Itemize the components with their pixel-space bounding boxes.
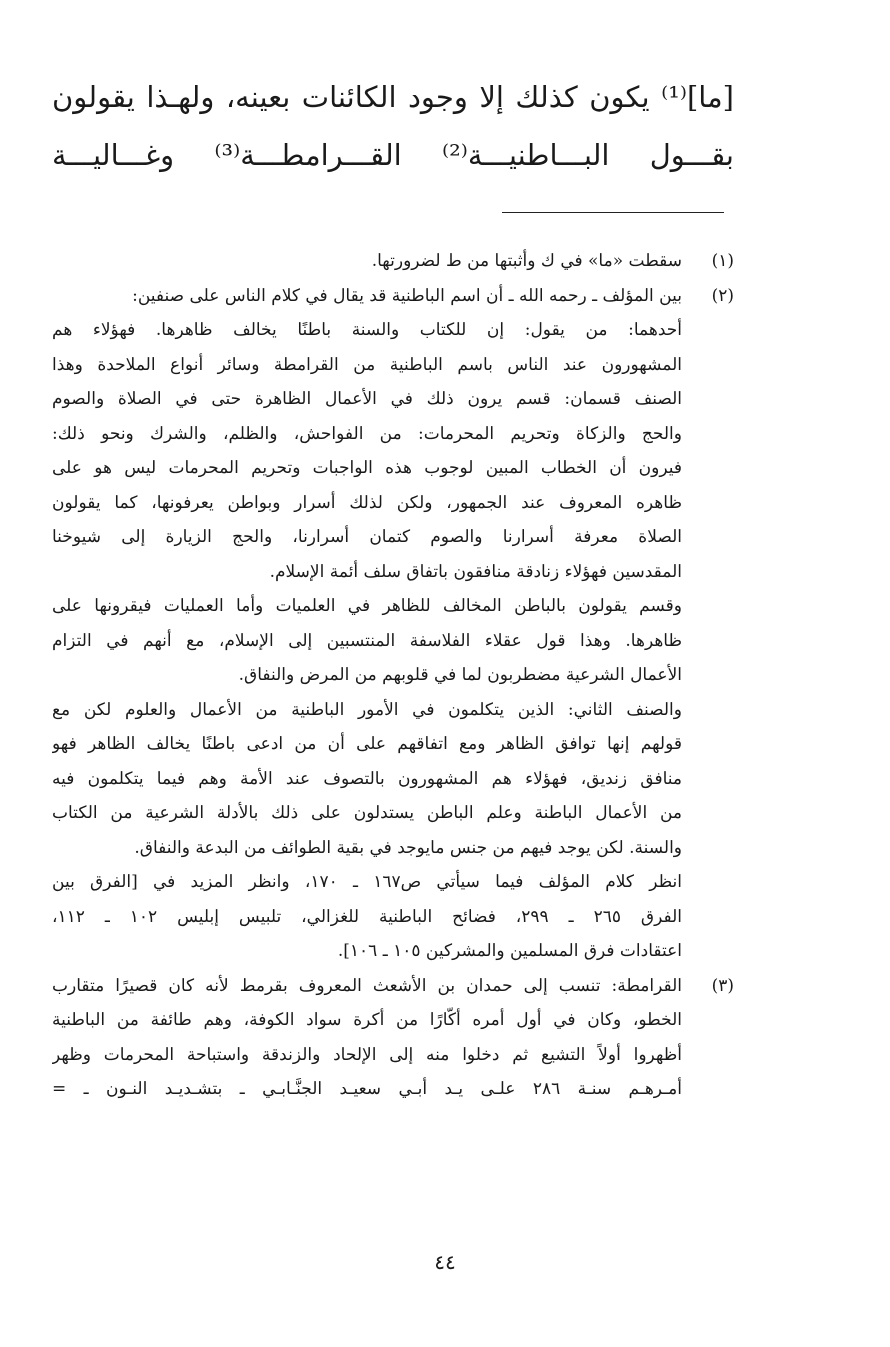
- footnote-line: الفرق ٢٦٥ ـ ٢٩٩، فضائح الباطنية للغزالي، تلبيس إبليس ١٠٢ ـ ١١٢،: [52, 906, 682, 927]
- footnote-paragraph: [52, 313, 682, 589]
- footnote-paragraph: [52, 589, 682, 693]
- footnote-line: القرامطة: تنسب إلى حمدان بن الأشعث المعروف بقرمط لأنه كان قصيرًا متقارب: [52, 975, 682, 996]
- footnote-paragraph: [52, 279, 682, 314]
- footnote-line: الصلاة معرفة أسرارنا والصوم كتمان أسرارنا، والحج الزيارة إلى شيوخنا: [52, 527, 682, 547]
- footnote: [52, 244, 734, 279]
- footnote-line: من الأعمال الباطنة وعلم الباطن يستدلون على ذلك بالأدلة الشرعية من الكتاب: [52, 803, 682, 823]
- footnote-line: الأعمال الشرعية مضطربون لما في قلوبهم من المرض والنفاق.: [238, 665, 682, 685]
- footnote-line: المشهورون عند الناس باسم الباطنية من القرامطة وسائر أنواع الملاحدة وهذا: [52, 354, 682, 375]
- footnote-line: أظهروا أولاً التشيع ثم دخلوا منه إلى الإلحاد والزندقة واستباحة المحرمات وظهر: [52, 1044, 682, 1065]
- footnote-line: ظاهرها. وهذا قول عقلاء الفلاسفة المنتسبين إلى الإسلام، مع أنهم في التزام: [52, 630, 682, 651]
- footnote-paragraph: [52, 865, 682, 969]
- footnote-line: ظاهره المعروف عند الجمهور، ولكن لذلك أسرار وبواطن يعرفونها، كما يقولون: [52, 492, 682, 513]
- footnote-line: أحدهما: من يقول: إن للكتاب والسنة باطنًا يخالف ظاهرها. فهؤلاء هم: [52, 320, 682, 340]
- footnote-number: (٣): [711, 975, 734, 996]
- footnote-line: منافق زنديق، فهؤلاء هم المشهورون بالتصوف عند الأمة وهم فيما يتكلمون فيه: [52, 768, 682, 789]
- main-text-line: بقـــول البـــاطنيـــة⁽²⁾ القـــرامطـــة⁽³⁾ وغـــاليـــة: [52, 138, 734, 172]
- footnote-line: والحج والزكاة وتحريم المحرمات: من الفواحش، والظلم، والشرك ونحو ذلك:: [52, 423, 682, 444]
- footnote-line: والسنة. لكن يوجد فيهم من جنس مايوجد في بقية الطوائف من البدعة والنفاق.: [134, 837, 682, 858]
- footnote-number: (٢): [711, 285, 734, 306]
- main-text-line: [ما]⁽¹⁾ يكون كذلك إلا وجود الكائنات بعينه، ولهـذا يقولون: [52, 80, 734, 114]
- footnote-line: والصنف الثاني: الذين يتكلمون في الأمور الباطنية من الأعمال والعلوم لكن مع: [52, 699, 682, 720]
- footnote-line: انظر كلام المؤلف فيما سيأتي ص١٦٧ ـ ١٧٠، وانظر المزيد في [الفرق بين: [52, 872, 682, 892]
- footnote-number: (١): [711, 251, 734, 271]
- footnote-line: وقسم يقولون بالباطن المخالف للظاهر في العلميات وأما العمليات فيقرونها على: [52, 596, 682, 616]
- footnote-line: اعتقادات فرق المسلمين والمشركين ١٠٥ ـ ١٠٦].: [337, 941, 682, 961]
- footnote-line: فيرون أن الخطاب المبين لوجوب هذه الواجبات وتحريم المحرمات ليس هو على: [52, 458, 682, 478]
- page-number: ٤٤: [434, 1250, 456, 1274]
- footnote-body: [52, 244, 682, 279]
- footnote-body: [52, 279, 682, 969]
- footnotes: [52, 244, 734, 1107]
- main-text: [52, 68, 734, 184]
- footnote-line: أمـرهـم سنـة ٢٨٦ علـى يـد أبـي سعيـد الجنَّـابـي ـ بتشـديـد النـون ـ =: [52, 1079, 682, 1099]
- footnote-separator: [502, 212, 724, 213]
- footnote-line: سقطت «ما» في ك وأثبتها من ط لضرورتها.: [371, 251, 682, 271]
- footnote-paragraph: [52, 969, 682, 1107]
- footnote-line: المقدسين فهؤلاء زنادقة منافقون باتفاق سلف أئمة الإسلام.: [269, 561, 682, 582]
- footnote-line: الصنف قسمان: قسم يرون ذلك في الأعمال الظاهرة حتى في الصلاة والصوم: [52, 389, 682, 409]
- footnote-paragraph: [52, 244, 682, 279]
- footnote: [52, 969, 734, 1107]
- footnote-paragraph: [52, 693, 682, 866]
- footnote-line: بين المؤلف ـ رحمه الله ـ أن اسم الباطنية قد يقال في كلام الناس على صنفين:: [132, 285, 682, 306]
- footnote-line: قولهم إنها توافق الظاهر ومع اتفاقهم على أن من ادعى باطنًا يخالف الظاهر فهو: [52, 734, 682, 754]
- footnote-line: الخطو، وكان في أول أمره أكّارًا من أكرة سواد الكوفة، وهم طائفة من الباطنية: [52, 1010, 682, 1030]
- footnote: [52, 279, 734, 969]
- footnote-body: [52, 969, 682, 1107]
